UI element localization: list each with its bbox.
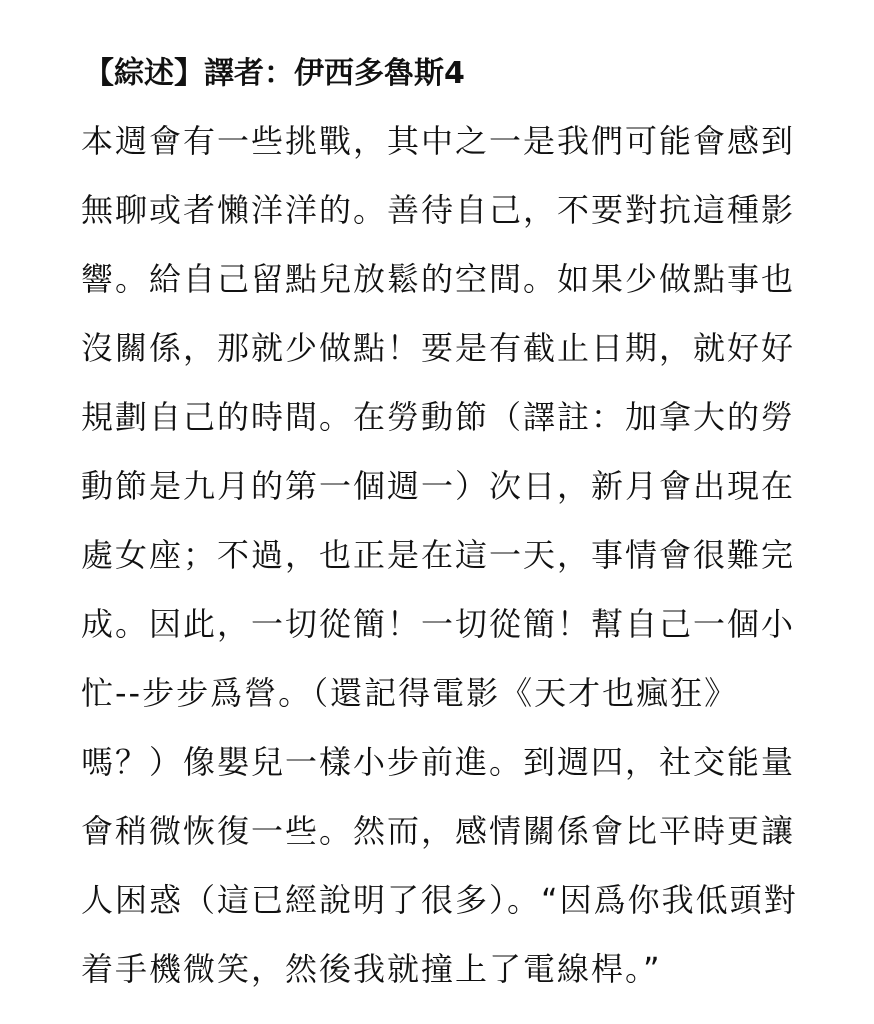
article-body [81, 107, 801, 1004]
body-line: 會稍微恢復一些。然而，感情關係會比平時更讓 [81, 812, 796, 850]
article-heading: 【綜述】譯者：伊西多魯斯4 [84, 56, 465, 91]
body-line: 忙--步步爲營。（還記得電影《天才也瘋狂》 [81, 674, 739, 712]
body-line: 人困惑（這已經說明了很多）。“因爲你我低頭對 [81, 881, 798, 919]
body-line: 沒關係，那就少做點！要是有截止日期，就好好 [81, 329, 796, 367]
body-line: 着手機微笑，然後我就撞上了電線桿。” [81, 950, 662, 988]
body-line: 無聊或者懶洋洋的。善待自己，不要對抗這種影 [81, 191, 796, 229]
body-line: 規劃自己的時間。在勞動節（譯註：加拿大的勞 [81, 398, 796, 436]
body-line: 嗎？）像嬰兒一樣小步前進。到週四，社交能量 [81, 743, 796, 781]
body-line: 本週會有一些挑戰，其中之一是我們可能會感到 [81, 122, 796, 160]
body-line: 成。因此，一切從簡！一切從簡！幫自己一個小 [81, 605, 796, 643]
body-line: 動節是九月的第一個週一）次日，新月會出現在 [81, 467, 796, 505]
body-line: 處女座；不過，也正是在這一天，事情會很難完 [81, 536, 796, 574]
body-line: 響。給自己留點兒放鬆的空間。如果少做點事也 [81, 260, 796, 298]
